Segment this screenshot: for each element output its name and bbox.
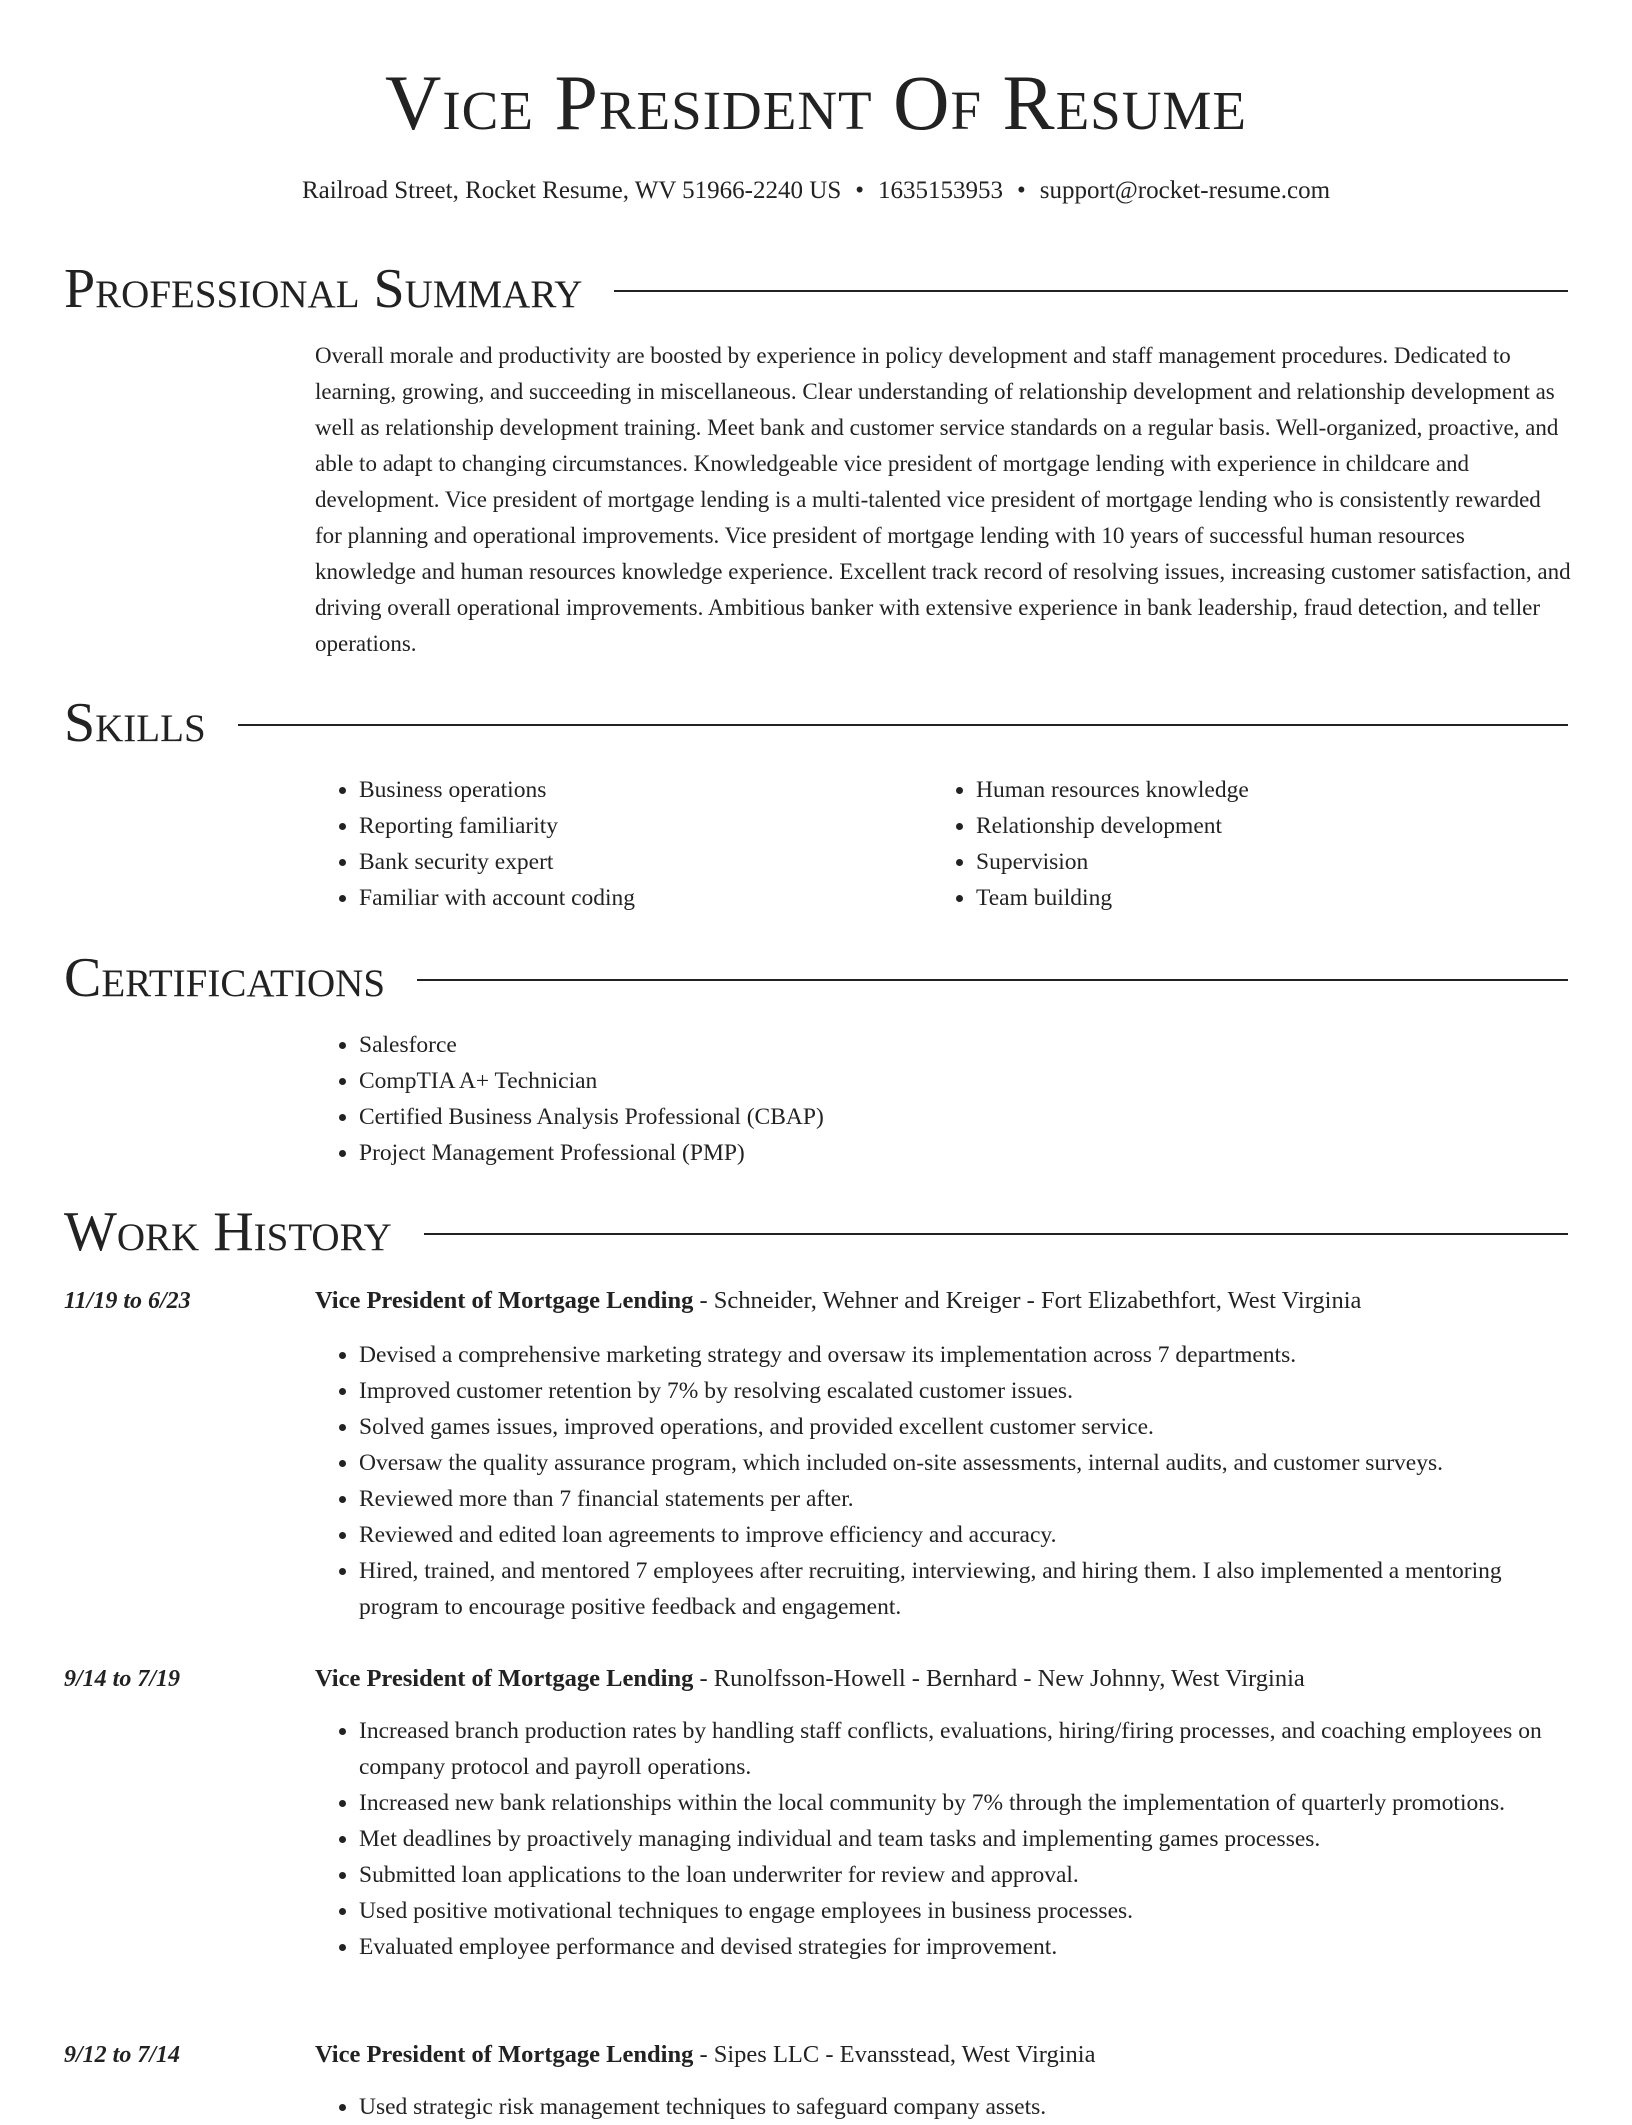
job-bullets: [315, 1713, 1571, 1965]
section-divider: [614, 290, 1568, 292]
skill-item: • Familiar with account coding: [359, 880, 915, 916]
skill-item: • Team building: [976, 880, 1532, 916]
job-bullet: • Hired, trained, and mentored 7 employees after recruiting, interviewing, and hiring them. I also implemented a mentoring program to encourage positive feedback and engagement.: [359, 1553, 1571, 1625]
job-bullet: • Oversaw the quality assurance program, which included on-site assessments, internal audits, and customer surveys.: [359, 1445, 1571, 1481]
certification-item: • CompTIA A+ Technician: [359, 1063, 1515, 1099]
section-divider: [417, 979, 1568, 981]
work-history-section-title: Work History: [64, 1201, 392, 1263]
job-heading: [315, 1283, 1575, 1319]
contact-address: Railroad Street, Rocket Resume, WV 51966-2240 US: [301, 177, 842, 204]
job-bullet: • Used positive motivational techniques to engage employees in business processes.: [359, 1893, 1571, 1929]
job-dates: 9/14 to 7/19: [64, 1666, 181, 1692]
certifications-section-title: Certifications: [64, 947, 386, 1009]
job-heading: [315, 1661, 1575, 1697]
skill-item: • Business operations: [359, 772, 915, 808]
job-bullet: • Evaluated employee performance and devised strategies for improvement.: [359, 1929, 1571, 1965]
certification-item: • Certified Business Analysis Professional (CBAP): [359, 1099, 1515, 1135]
work-history-section-header: [64, 1197, 1568, 1267]
contact-email: support@rocket-resume.com: [1039, 177, 1331, 204]
skills-section-header: [64, 688, 1568, 758]
certifications-list: [315, 1027, 1515, 1171]
job-bullet: • Solved games issues, improved operations, and provided excellent customer service.: [359, 1409, 1571, 1445]
job-employer-location: - Sipes LLC - Evansstead, West Virginia: [693, 2041, 1096, 2068]
job-bullet: • Reviewed more than 7 financial statements per after.: [359, 1481, 1571, 1517]
skill-item: • Reporting familiarity: [359, 808, 915, 844]
skills-section-title: Skills: [64, 692, 206, 754]
job-bullet: • Increased branch production rates by handling staff conflicts, evaluations, hiring/firing processes, and coaching employees on company protocol and payroll operations.: [359, 1713, 1571, 1785]
job-employer-location: - Schneider, Wehner and Kreiger - Fort Elizabethfort, West Virginia: [693, 1287, 1362, 1314]
section-divider: [424, 1233, 1568, 1235]
job-bullet: • Increased new bank relationships within the local community by 7% through the implementation of quarterly promotions.: [359, 1785, 1571, 1821]
job-employer-location: - Runolfsson-Howell - Bernhard - New Johnny, West Virginia: [693, 1665, 1305, 1692]
skill-item: • Supervision: [976, 844, 1532, 880]
job-bullet: • Reviewed and edited loan agreements to improve efficiency and accuracy.: [359, 1517, 1571, 1553]
summary-text: Overall morale and productivity are boosted by experience in policy development and staff management procedures. Dedicated to learning, growing, and succeeding in miscellaneous. Clear understanding of relationship development and relationship development as well as relationship development training. Meet bank and customer service standards on a regular basis. Well-organized, proactive, and able to adapt to changing circumstances. Knowledgeable vice president of mortgage lending with experience in childcare and development. Vice president of mortgage lending is a multi-talented vice president of mortgage lending who is consistently rewarded for planning and operational improvements. Vice president of mortgage lending with 10 years of successful human resources knowledge and human resources knowledge experience. Excellent track record of resolving issues, increasing customer satisfaction, and driving overall operational improvements. Ambitious banker with extensive experience in bank leadership, fraud detection, and teller operations.: [315, 343, 1571, 656]
job-heading: [315, 2037, 1575, 2073]
job-bullet: • Submitted loan applications to the loan underwriter for review and approval.: [359, 1857, 1571, 1893]
skill-item: • Bank security expert: [359, 844, 915, 880]
job-bullet: • Used strategic risk management techniques to safeguard company assets.: [359, 2089, 1571, 2125]
job-dates: 11/19 to 6/23: [64, 1288, 191, 1314]
summary-section-title: Professional Summary: [64, 258, 583, 320]
job-bullets: [315, 2089, 1571, 2125]
contact-separator: •: [1017, 177, 1026, 204]
certification-item: • Project Management Professional (PMP): [359, 1135, 1515, 1171]
skill-item: • Relationship development: [976, 808, 1532, 844]
section-divider: [238, 724, 1568, 726]
candidate-name: Vice President Of Resume: [385, 59, 1247, 146]
summary-section-header: [64, 254, 1568, 324]
certifications-section-header: [64, 943, 1568, 1013]
skills-column-left: [315, 772, 915, 916]
contact-phone: 1635153953: [878, 177, 1003, 204]
skill-item: • Human resources knowledge: [976, 772, 1532, 808]
job-bullet: • Devised a comprehensive marketing strategy and oversaw its implementation across 7 departments.: [359, 1337, 1571, 1373]
job-title: Vice President of Mortgage Lending: [315, 1665, 694, 1692]
job-dates: 9/12 to 7/14: [64, 2042, 181, 2068]
job-bullet: • Met deadlines by proactively managing individual and team tasks and implementing games processes.: [359, 1821, 1571, 1857]
job-title: Vice President of Mortgage Lending: [315, 2041, 694, 2068]
contact-separator: •: [855, 177, 864, 204]
job-bullets: [315, 1337, 1571, 1625]
certification-item: • Salesforce: [359, 1027, 1515, 1063]
job-title: Vice President of Mortgage Lending: [315, 1287, 694, 1314]
contact-line: [0, 174, 1632, 208]
skills-column-right: [932, 772, 1532, 916]
job-bullet: • Improved customer retention by 7% by resolving escalated customer issues.: [359, 1373, 1571, 1409]
